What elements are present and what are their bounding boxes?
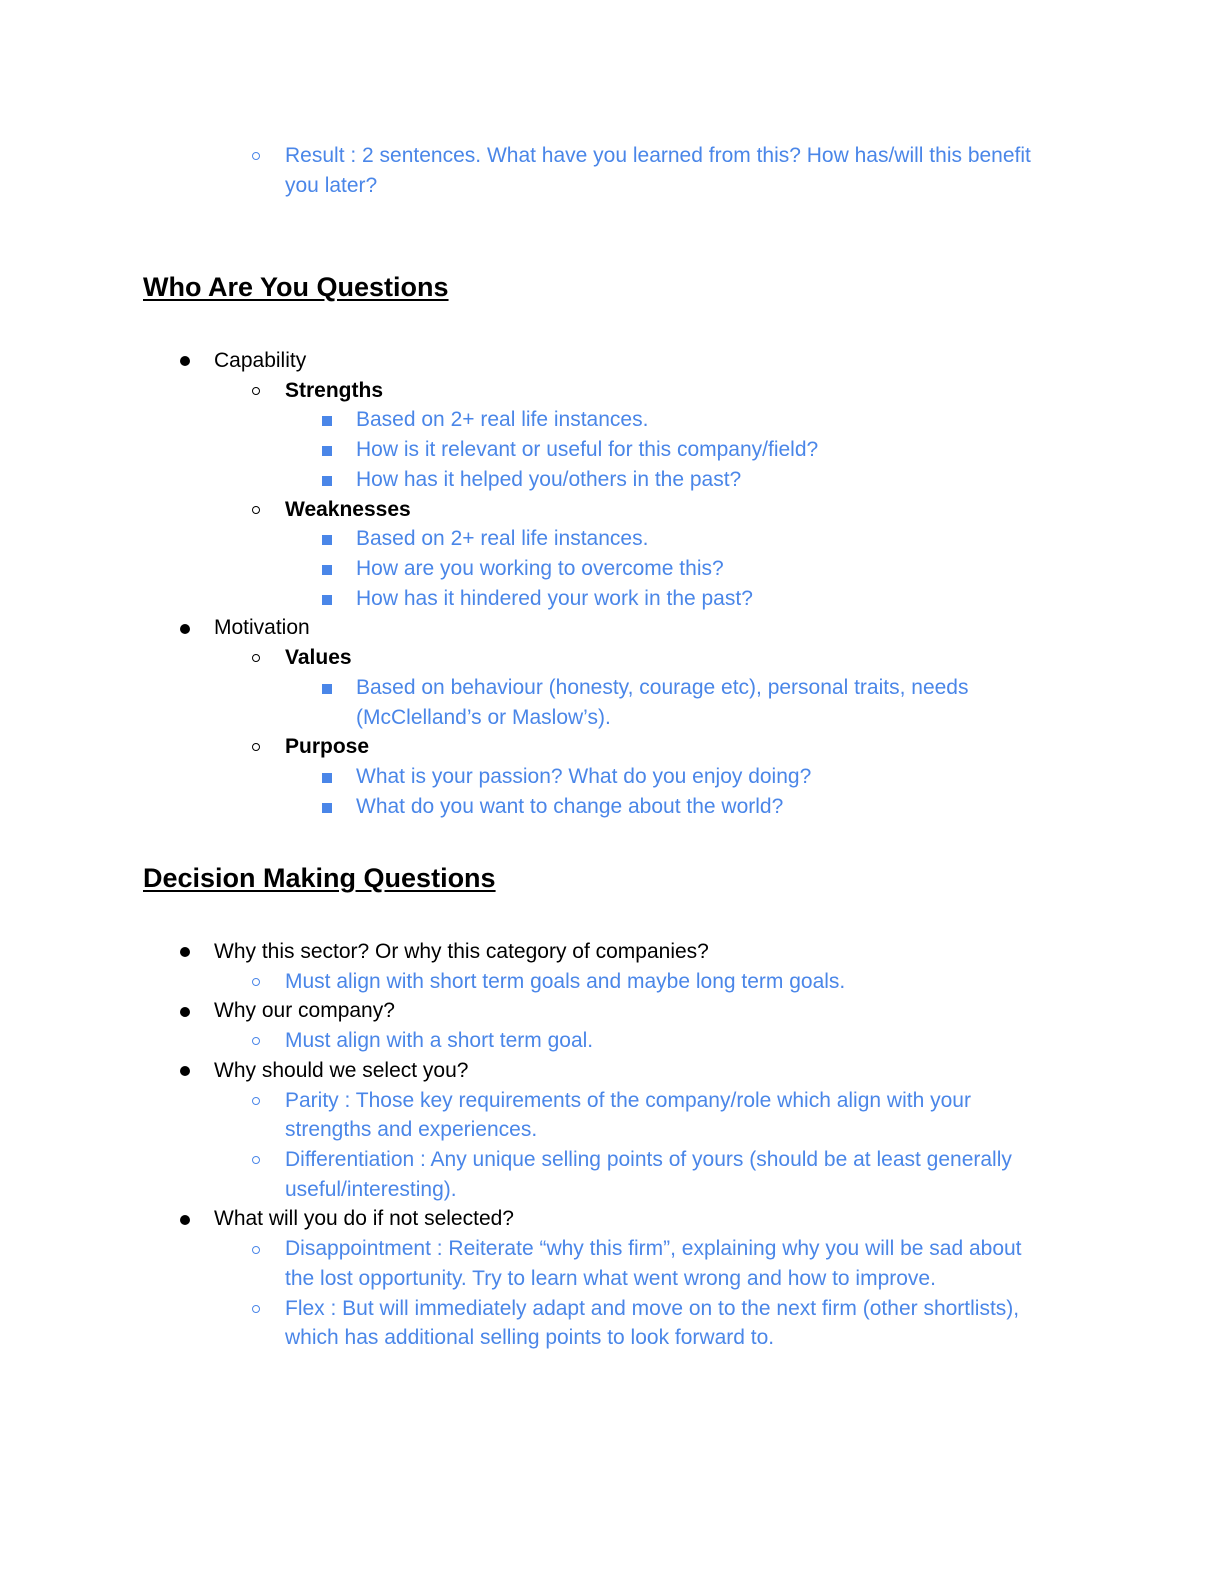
list-item: Based on 2+ real life instances. — [356, 527, 649, 550]
answer-company: Must align with a short term goal. — [285, 1029, 594, 1052]
answer-disappointment-line-2: the lost opportunity. Try to learn what went wrong and how to improve. — [285, 1267, 936, 1290]
decision-making-heading: Decision Making Questions — [143, 863, 496, 893]
filled-bullet-icon — [180, 356, 190, 366]
hollow-bullet-icon — [252, 506, 260, 514]
strengths-label: Strengths — [285, 379, 384, 402]
answer-sector: Must align with short term goals and maybe long term goals. — [285, 970, 846, 993]
square-bullet-icon — [322, 476, 332, 486]
list-item: How is it relevant or useful for this company/field? — [356, 438, 819, 461]
list-item: How are you working to overcome this? — [356, 557, 724, 580]
hollow-bullet-icon — [252, 1246, 260, 1254]
square-bullet-icon — [322, 803, 332, 813]
weaknesses-label: Weaknesses — [285, 498, 411, 521]
motivation-label: Motivation — [214, 616, 310, 639]
square-bullet-icon — [322, 684, 332, 694]
question-not-selected: What will you do if not selected? — [214, 1207, 514, 1230]
hollow-bullet-icon — [252, 1037, 260, 1045]
hollow-bullet-icon — [252, 152, 260, 160]
question-select-you: Why should we select you? — [214, 1059, 469, 1082]
capability-label: Capability — [214, 349, 307, 372]
purpose-label: Purpose — [285, 735, 370, 758]
square-bullet-icon — [322, 565, 332, 575]
filled-bullet-icon — [180, 1215, 190, 1225]
answer-flex-line-2: which has additional selling points to look forward to. — [285, 1326, 775, 1349]
filled-bullet-icon — [180, 1007, 190, 1017]
square-bullet-icon — [322, 446, 332, 456]
hollow-bullet-icon — [252, 387, 260, 395]
hollow-bullet-icon — [252, 1097, 260, 1105]
list-item: What is your passion? What do you enjoy doing? — [356, 765, 812, 788]
square-bullet-icon — [322, 595, 332, 605]
answer-differentiation-line-2: useful/interesting). — [285, 1178, 457, 1201]
filled-bullet-icon — [180, 624, 190, 634]
hollow-bullet-icon — [252, 1305, 260, 1313]
square-bullet-icon — [322, 773, 332, 783]
hollow-bullet-icon — [252, 1156, 260, 1164]
list-item: How has it hindered your work in the past? — [356, 587, 753, 610]
values-label: Values — [285, 646, 352, 669]
answer-flex-line-1: Flex : But will immediately adapt and move on to the next firm (other shortlists), — [285, 1297, 1020, 1320]
filled-bullet-icon — [180, 1066, 190, 1076]
list-item: How has it helped you/others in the past? — [356, 468, 742, 491]
list-item: Based on 2+ real life instances. — [356, 408, 649, 431]
result-line-2: you later? — [285, 174, 378, 197]
hollow-bullet-icon — [252, 654, 260, 662]
square-bullet-icon — [322, 535, 332, 545]
list-item: What do you want to change about the world? — [356, 795, 784, 818]
filled-bullet-icon — [180, 947, 190, 957]
values-line-2: (McClelland’s or Maslow’s). — [356, 706, 611, 729]
answer-parity-line-1: Parity : Those key requirements of the company/role which align with your — [285, 1089, 971, 1112]
question-sector: Why this sector? Or why this category of companies? — [214, 940, 709, 963]
hollow-bullet-icon — [252, 978, 260, 986]
answer-parity-line-2: strengths and experiences. — [285, 1118, 538, 1141]
question-company: Why our company? — [214, 999, 395, 1022]
square-bullet-icon — [322, 416, 332, 426]
answer-differentiation-line-1: Differentiation : Any unique selling points of yours (should be at least generally — [285, 1148, 1012, 1171]
answer-disappointment-line-1: Disappointment : Reiterate “why this firm”, explaining why you will be sad about — [285, 1237, 1022, 1260]
result-line-1: Result : 2 sentences. What have you learned from this? How has/will this benefit — [285, 144, 1031, 167]
values-line-1: Based on behaviour (honesty, courage etc), personal traits, needs — [356, 676, 969, 699]
who-are-you-heading: Who Are You Questions — [143, 272, 449, 302]
hollow-bullet-icon — [252, 743, 260, 751]
